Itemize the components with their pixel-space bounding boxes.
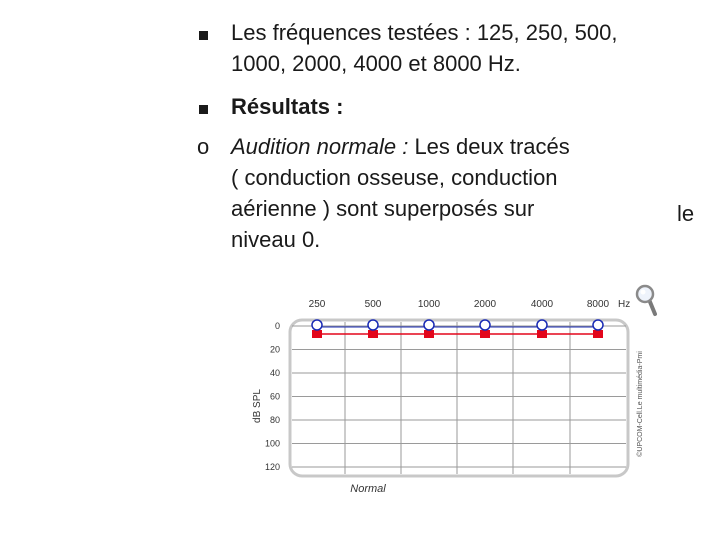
text-line: ( conduction osseuse, conduction [231, 165, 558, 190]
y-tick-label: 20 [269, 344, 280, 355]
y-tick-label: 80 [269, 415, 280, 425]
x-tick-label: 4000 [530, 299, 554, 310]
bone-conduction-marker [593, 320, 603, 330]
y-axis-label: dB SPL [252, 389, 263, 423]
bone-conduction-marker [537, 320, 547, 330]
text-line: 1000, 2000, 4000 et 8000 Hz. [231, 51, 521, 76]
text-line: Les fréquences testées : 125, 250, 500, [231, 20, 618, 45]
circle-bullet-icon: o [197, 134, 210, 159]
chart-caption: Normal [350, 483, 386, 495]
air-conduction-marker [480, 330, 490, 338]
audiogram-chart [240, 282, 660, 497]
bone-conduction-marker [368, 320, 378, 330]
x-tick-label: 250 [308, 299, 326, 310]
x-tick-labels [309, 299, 631, 310]
magnifier-icon[interactable] [637, 286, 655, 314]
stray-word: le [677, 201, 695, 226]
bone-conduction-marker [480, 320, 490, 330]
y-tick-label: 40 [269, 368, 280, 378]
y-tick-label: 100 [264, 438, 280, 449]
y-tick-label: 60 [269, 391, 280, 402]
bullet-normal-hearing-text [231, 131, 701, 255]
chart-credit: ©UPCOM-Cell.Le multimédia-Pmi [637, 351, 644, 457]
text-line: aérienne ) sont superposés sur [231, 196, 535, 221]
bullet-results-text [231, 91, 701, 122]
bone-conduction-marker [424, 320, 434, 330]
text-span: Les deux tracés [408, 134, 570, 159]
square-bullet-icon [195, 17, 223, 48]
x-tick-label: 500 [364, 299, 382, 310]
text-line: niveau 0. [231, 227, 321, 252]
square-bullet-icon [195, 91, 223, 122]
results-heading: Résultats : [231, 94, 344, 119]
x-tick-label: 1000 [417, 299, 441, 310]
x-tick-label: 8000 [586, 299, 610, 310]
air-conduction-marker [312, 330, 322, 338]
plot-border [290, 320, 628, 476]
y-tick-label: 120 [264, 462, 280, 472]
air-conduction-marker [424, 330, 434, 338]
x-unit-label: Hz [618, 299, 631, 310]
bone-conduction-marker [312, 320, 322, 330]
bullet-frequencies-text [231, 17, 701, 79]
x-tick-label: 2000 [473, 299, 497, 310]
y-tick-labels [265, 321, 280, 472]
air-conduction-marker [368, 330, 378, 338]
air-conduction-marker [593, 330, 603, 338]
text-line [231, 131, 701, 162]
y-tick-label: 0 [274, 321, 280, 331]
air-conduction-marker [537, 330, 547, 338]
normal-hearing-label: Audition normale : [231, 134, 409, 159]
